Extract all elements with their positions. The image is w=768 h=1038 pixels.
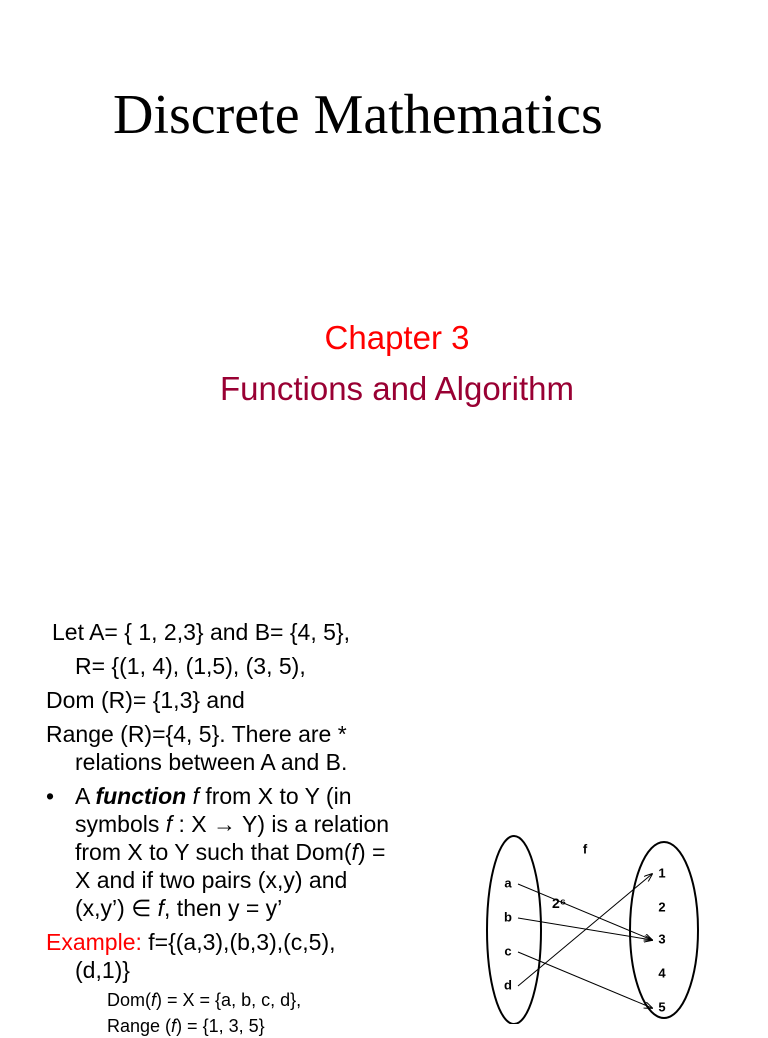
domain-element-a: a [504, 875, 512, 891]
definition-line-4: X and if two pairs (x,y) and [75, 867, 348, 893]
dom-text: ) = X = {a, b, c, d}, [156, 990, 302, 1010]
codomain-element-1: 1 [658, 865, 666, 881]
relations-count-line: relations between A and B. [75, 749, 348, 775]
domain-line: Dom (R)= {1,3} and [46, 687, 245, 713]
definition-line-2 [75, 810, 389, 838]
chapter-subtitle: Functions and Algorithm [219, 370, 575, 407]
example-line-1 [46, 928, 336, 956]
diagram-annotation: 2⁶ [552, 895, 567, 911]
definition-text: symbols [75, 811, 166, 837]
range-line: Range (R)={4, 5}. There are * [46, 721, 347, 747]
function-symbol: f [192, 783, 199, 809]
definition-text: from X to Y (in [198, 783, 352, 809]
mapping-arrow-b-3 [518, 918, 652, 940]
definition-text: , then y = y’ [164, 895, 283, 921]
definition-line-5 [75, 894, 282, 922]
definition-line-3 [75, 838, 385, 866]
codomain-element-5: 5 [658, 999, 666, 1015]
definition-text: ) = [357, 839, 386, 865]
function-symbol: f [151, 990, 157, 1010]
range-text: ) = {1, 3, 5} [176, 1016, 265, 1036]
domain-element-c: c [504, 943, 512, 959]
domain-element-b: b [504, 909, 512, 925]
mapping-arrow-a-3 [518, 884, 652, 940]
dom-text: Dom( [107, 990, 151, 1010]
definition-text: : X → Y) is a relation [172, 811, 390, 837]
example-line-2: (d,1)} [75, 957, 130, 983]
function-symbol: f [351, 839, 358, 865]
definition-text: from X to Y such that Dom( [75, 839, 352, 865]
function-label: f [582, 841, 588, 857]
definition-text: (x,y’) ∈ [75, 895, 158, 921]
codomain-element-4: 4 [658, 965, 666, 981]
relation-line-2: R= {(1, 4), (1,5), (3, 5), [75, 653, 306, 679]
codomain-element-3: 3 [658, 931, 666, 947]
function-term: function [95, 783, 187, 809]
function-symbol: f [157, 895, 165, 921]
definition-text: A [75, 783, 96, 809]
example-label: Example: [46, 929, 142, 955]
dom-f-line [107, 988, 301, 1012]
example-text: f={(a,3),(b,3),(c,5), [141, 929, 336, 955]
relation-line-1: Let A= { 1, 2,3} and B= {4, 5}, [52, 619, 350, 645]
bullet-marker: • [46, 783, 55, 809]
codomain-element-2: 2 [658, 899, 666, 915]
range-f-line [107, 1014, 265, 1038]
chapter-heading: Chapter 3 [324, 319, 470, 356]
range-text: Range ( [107, 1016, 172, 1036]
definition-line-1 [75, 782, 352, 810]
function-symbol: f [171, 1016, 177, 1036]
function-symbol: f [165, 811, 173, 837]
domain-oval [487, 836, 541, 1024]
function-mapping-diagram [470, 828, 720, 1024]
slide-title: Discrete Mathematics [113, 84, 603, 146]
domain-element-d: d [504, 977, 512, 993]
